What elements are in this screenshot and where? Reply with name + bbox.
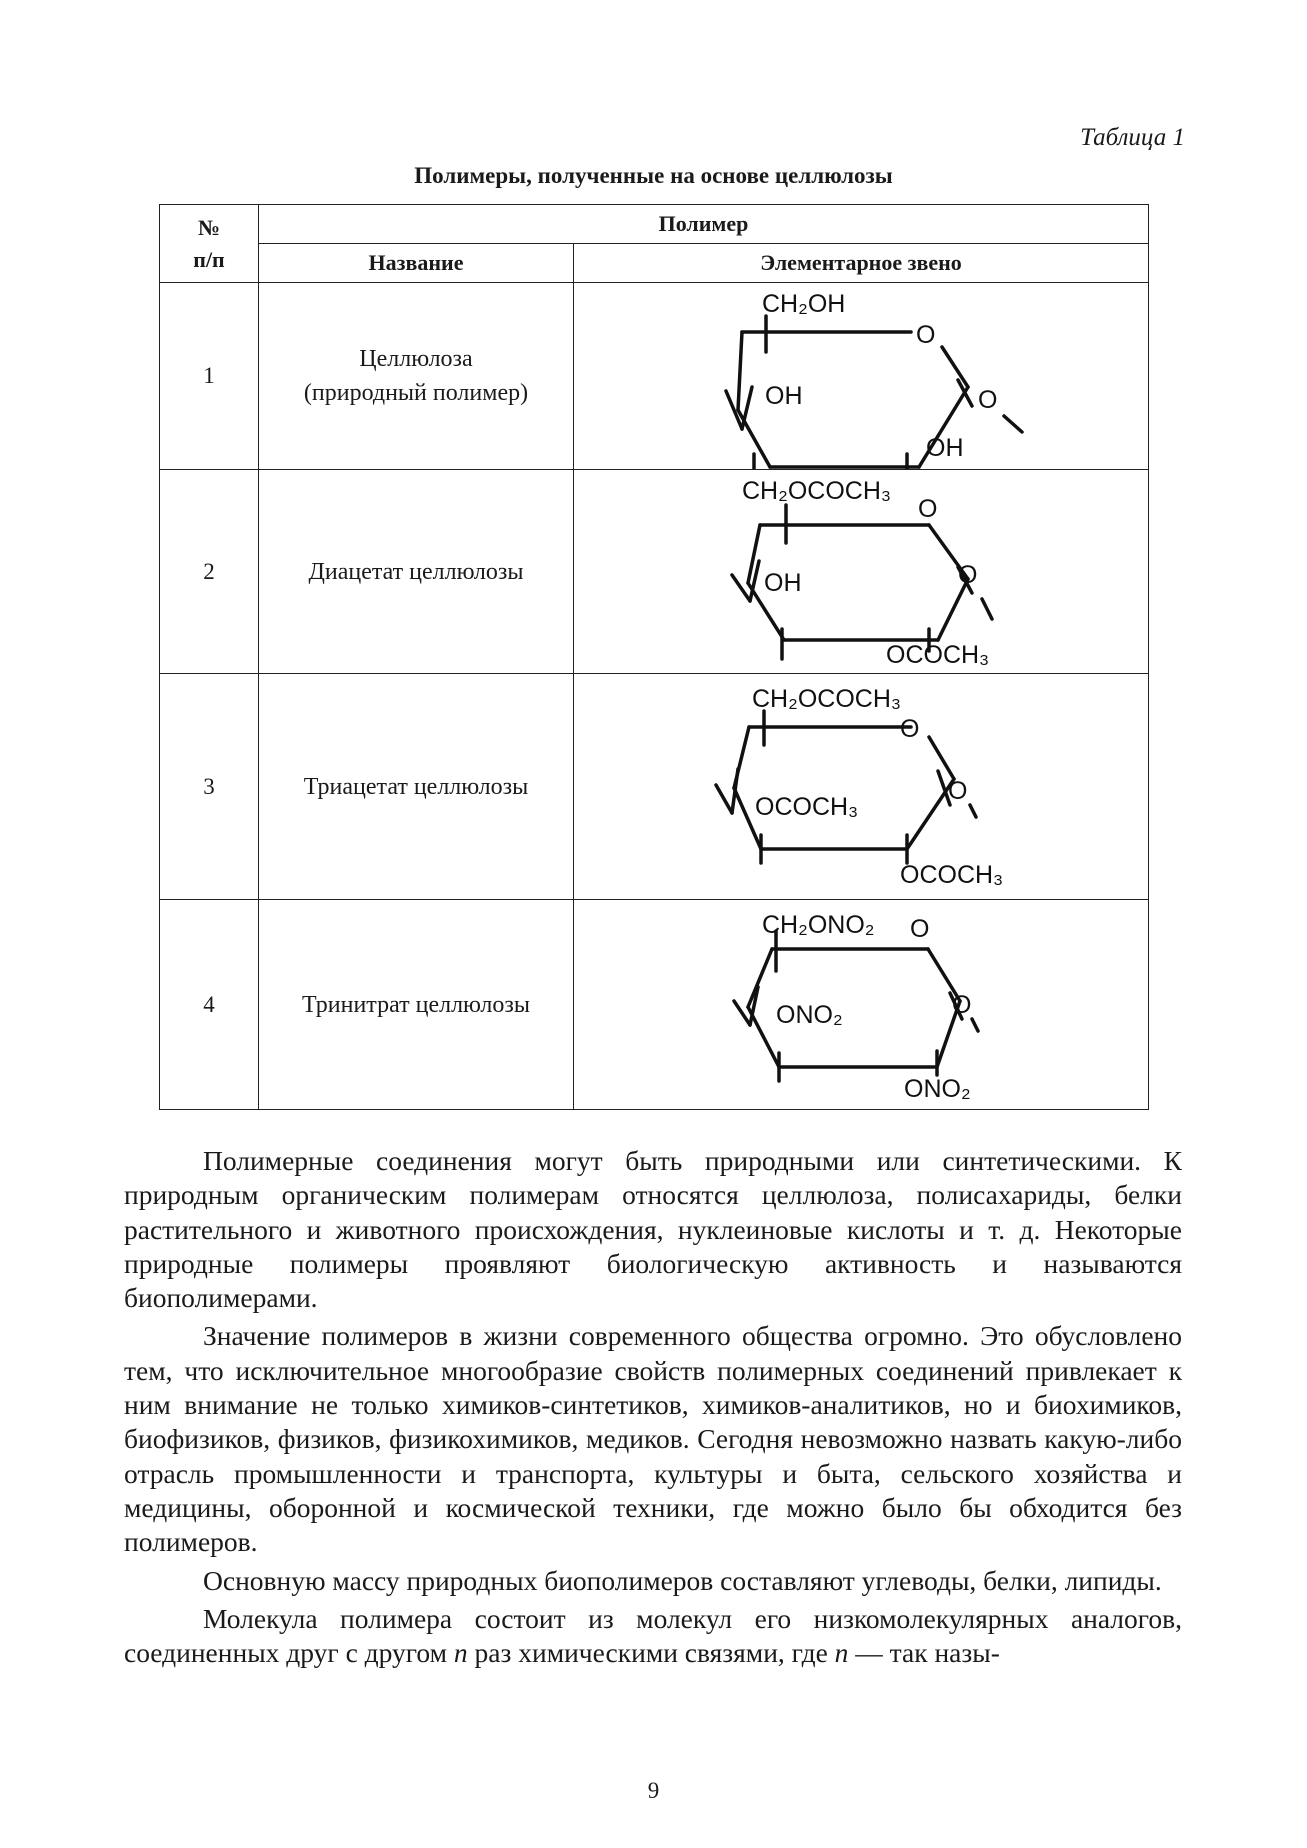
header-polymer: Полимер — [259, 205, 1149, 244]
unit-formula-cell — [574, 470, 1149, 674]
table-title: Полимеры, полученные на основе целлюлозы — [414, 163, 893, 188]
header-unit: Элементарное звено — [574, 244, 1149, 283]
variable-n: n — [453, 1637, 468, 1669]
formula-bridge-oxygen: O — [948, 776, 968, 805]
table-caption-label: Таблица 1 — [1080, 124, 1185, 151]
unit-formula-cell — [574, 674, 1149, 900]
header-number-line2: п/п — [193, 246, 225, 272]
row-number: 3 — [160, 674, 259, 900]
paragraph-3: Основную массу природных биополимеров составляют углеводы, белки, липиды. — [203, 1564, 1162, 1596]
formula-top-group: CH₂OH — [762, 289, 846, 318]
polymer-name-line1: Диацетат целлюлозы — [308, 558, 524, 585]
polymer-name-line1: Целлюлоза — [359, 346, 473, 372]
formula-bottom-group: OCOCH₃ — [886, 640, 990, 669]
formula-inner-group: OH — [764, 568, 802, 597]
unit-formula-cell — [574, 283, 1149, 470]
header-name: Название — [259, 244, 574, 283]
paragraph-4-part-2: раз химическими связями, где — [467, 1637, 835, 1669]
variable-n: n — [834, 1637, 849, 1669]
paragraph-2: Значение полимеров в жизни современного общества огромно. Это обусловлено тем, что исключительное многообразие свойств полимерных соединений привлекает к ним внимание не только химиков-синтетиков, химиков-аналитиков, но и биохимиков, биофизиков, физиков, физикохимиков, медиков. Сегодня невозможно назвать какую-либо отрасль промышленности и транспорта, культуры и быта, сельского хозяйства и медицины, оборонной и космической техники, где можно было бы обходится без полимеров. — [124, 1320, 1182, 1558]
header-number-line1: № — [197, 214, 221, 240]
formula-top-group: CH₂OCOCH₃ — [752, 684, 902, 713]
paragraph-4-part-1: Молекула полимера состоит из молекул его низкомолекулярных аналогов, соединенных друг с другом — [124, 1602, 1182, 1669]
row-number: 4 — [160, 900, 259, 1110]
body-text — [124, 1144, 1182, 1674]
polymer-name-line2: (природный полимер) — [303, 380, 529, 406]
formula-bottom-group: ONO₂ — [904, 1074, 971, 1103]
polymer-name-line1: Триацетат целлюлозы — [303, 773, 529, 800]
row-number: 2 — [160, 470, 259, 674]
formula-bottom-group: OH — [926, 433, 964, 462]
formula-bridge-oxygen: O — [978, 385, 998, 414]
structural-formula — [574, 284, 1148, 469]
polymer-name — [259, 283, 574, 470]
formula-ring-oxygen: O — [900, 714, 920, 743]
table-row — [160, 674, 1149, 900]
formula-ring-oxygen: O — [918, 494, 938, 523]
structural-formula — [574, 471, 1148, 673]
formula-top-group: CH₂OCOCH₃ — [742, 476, 892, 505]
formula-inner-group: ONO₂ — [776, 1000, 843, 1029]
table-row — [160, 470, 1149, 674]
polymer-name-line1: Тринитрат целлюлозы — [302, 991, 530, 1018]
polymer-name — [259, 470, 574, 674]
page-number: 9 — [647, 1778, 660, 1803]
formula-bottom-group: OCOCH₃ — [900, 860, 1004, 889]
polymer-name — [259, 674, 574, 900]
unit-formula-cell — [574, 900, 1149, 1110]
formula-bridge-oxygen: O — [952, 990, 972, 1019]
paragraph-4 — [124, 1602, 1182, 1671]
polymers-table — [159, 204, 1149, 1110]
formula-inner-group: OCOCH₃ — [755, 792, 859, 821]
row-number: 1 — [160, 283, 259, 470]
header-number-cell — [160, 205, 259, 283]
paragraph-1: Полимерные соединения могут быть природными или синтетическими. К природным органическим полимерам относятся целлюлоза, полисахариды, белки растительного и животного происхождения, нуклеиновые кислоты и т. д. Некоторые природные полимеры проявляют биологическую активность и называются биополимерами. — [124, 1145, 1182, 1314]
formula-ring-oxygen: O — [916, 320, 936, 349]
formula-bridge-oxygen: O — [958, 560, 978, 589]
table-row — [160, 900, 1149, 1110]
formula-inner-group: OH — [765, 381, 803, 410]
polymer-name — [259, 900, 574, 1110]
paragraph-4-part-3: — так назы- — [848, 1637, 1000, 1669]
structural-formula — [574, 901, 1148, 1109]
table-header-row-1 — [160, 205, 1149, 244]
structural-formula — [574, 675, 1148, 899]
formula-ring-oxygen: O — [910, 914, 930, 943]
formula-top-group: CH₂ONO₂ — [762, 910, 875, 939]
table-header-row-2 — [160, 244, 1149, 283]
table-row — [160, 283, 1149, 470]
